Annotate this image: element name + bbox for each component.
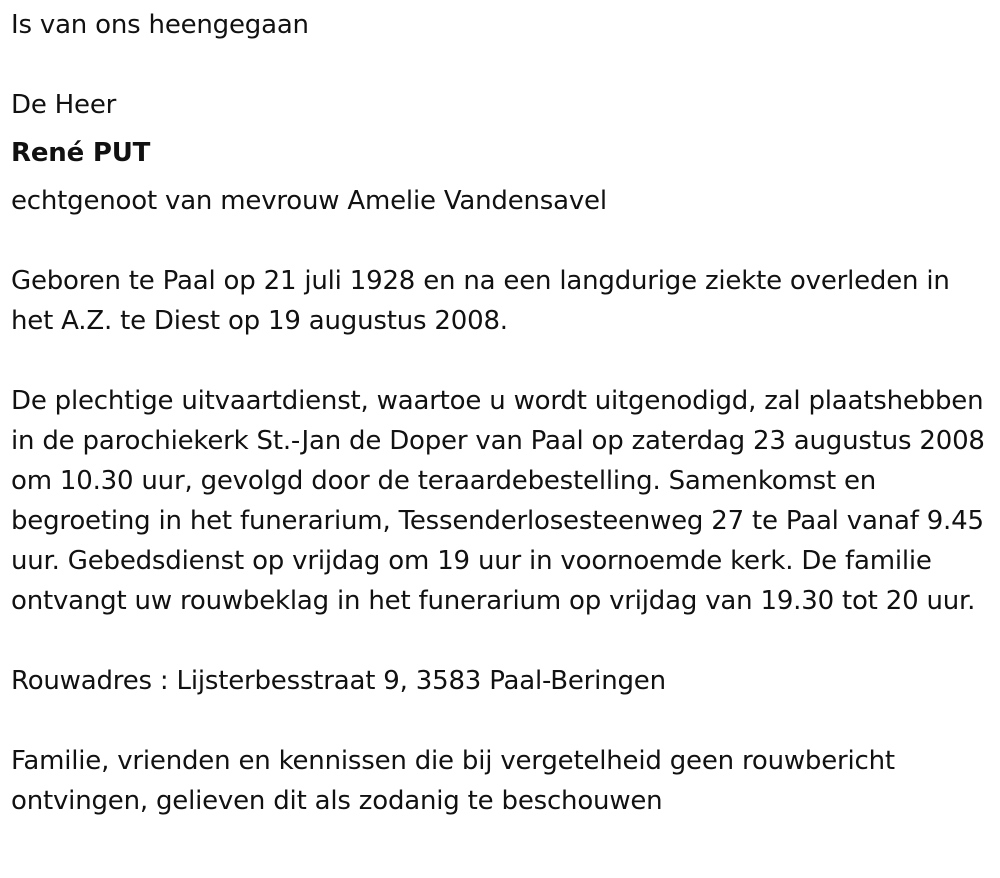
salutation: De Heer	[11, 90, 117, 120]
intro-line: Is van ons heengegaan	[11, 10, 309, 40]
deceased-name: René PUT	[11, 138, 151, 168]
funeral-paragraph: De plechtige uitvaartdienst, waartoe u wordt uitgenodigd, zal plaatshebben in de parochiekerk St.-Jan de Doper van Paal op zaterdag 23 augustus 2008 om 10.30 uur, gevolgd door de teraardebestelling. Samenkomst en begroeting in het funerarium, Tessenderlosesteenweg 27 te Paal vanaf 9.45 uur. Gebedsdienst op vrijdag om 19 uur in voornoemde kerk. De familie ontvangt uw rouwbeklag in het funerarium op vrijdag van 19.30 tot 20 uur.	[11, 386, 985, 616]
birth-death-paragraph: Geboren te Paal op 21 juli 1928 en na een langdurige ziekte overleden in het A.Z. te Diest op 19 augustus 2008.	[11, 266, 950, 336]
obituary-notice	[11, 5, 991, 821]
closing-paragraph: Familie, vrienden en kennissen die bij vergetelheid geen rouwbericht ontvingen, gelieven dit als zodanig te beschouwen	[11, 746, 895, 816]
spouse-line: echtgenoot van mevrouw Amelie Vandensavel	[11, 186, 607, 216]
mourning-address: Rouwadres : Lijsterbesstraat 9, 3583 Paal-Beringen	[11, 666, 666, 696]
